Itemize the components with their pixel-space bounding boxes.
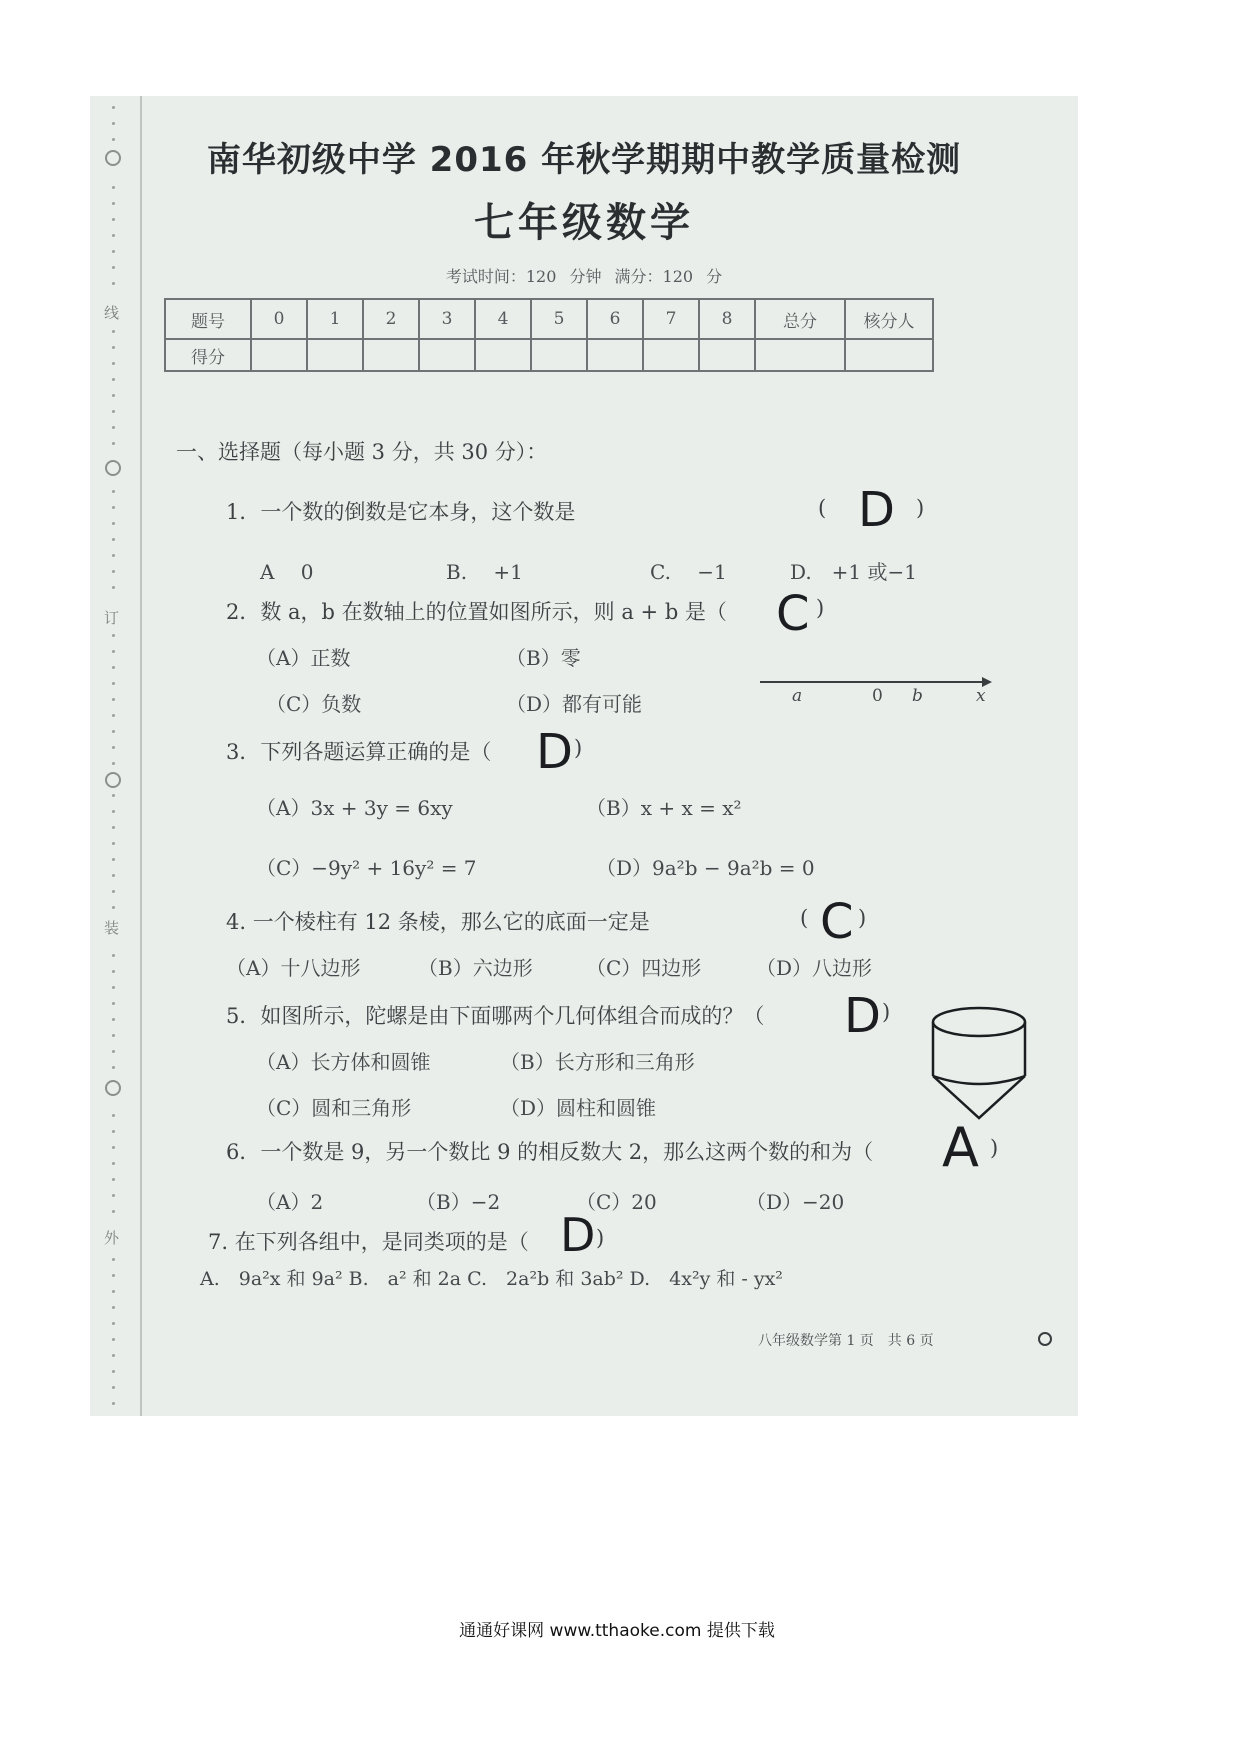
score-table-cell: 7 [643,299,699,339]
score-cell[interactable] [363,339,419,371]
question-5-paren-close: ) [882,1000,891,1024]
score-table-cell: 2 [363,299,419,339]
question-3-option: （B）x + x = x² [586,796,742,820]
question-1-option: D. +1 或−1 [790,560,918,584]
binding-dot [112,1002,115,1005]
cone-outline [933,1076,1025,1118]
corner-circle-mark [1038,1332,1052,1346]
spinning-top-figure [924,1000,1034,1124]
binding-dot [112,906,115,909]
binding-dot [112,826,115,829]
binding-dot [112,426,115,429]
score-cell[interactable] [643,339,699,371]
score-table [164,298,934,372]
question-1-paren-close: ) [916,496,925,520]
question-2-option: （B）零 [506,646,581,670]
question-1-option: A 0 [260,560,314,584]
binding-circle [105,1080,121,1096]
binding-dot [112,746,115,749]
question-2-option: （A）正数 [256,646,351,670]
question-7-options: A. 9a²x 和 9a² B. a² 和 2a C. 2a²b 和 3ab² D. 4x²y 和 - yx² [200,1268,783,1290]
binding-dot [112,1114,115,1117]
score-table-score-row [165,339,933,371]
question-5-option: （B）长方形和三角形 [500,1050,695,1074]
question-4-stem: 4. 一个棱柱有 12 条棱，那么它的底面一定是 [226,910,650,934]
question-2-option: （D）都有可能 [506,692,643,716]
binding-dot [112,410,115,413]
binding-dot [112,122,115,125]
question-4-option: （C）四边形 [586,956,702,980]
binding-dot [112,666,115,669]
binding-char: 外 [104,1229,120,1247]
binding-dot [112,986,115,989]
number-line-label-0: 0 [872,686,883,706]
score-table-cell: 1 [307,299,363,339]
score-cell[interactable] [587,339,643,371]
question-1-paren-open: ( [818,496,827,520]
binding-dot [112,858,115,861]
score-cell[interactable] [699,339,755,371]
cylinder-top-ellipse [933,1008,1025,1036]
binding-dot [112,1402,115,1405]
question-4-option: （D）八边形 [756,956,873,980]
binding-dot [112,442,115,445]
binding-dot [112,522,115,525]
question-2-stem: 2．数 a，b 在数轴上的位置如图所示，则 a + b 是（ [226,600,727,624]
question-1-option: C. −1 [650,560,727,584]
binding-dot [112,842,115,845]
binding-dot [112,1258,115,1261]
binding-dot [112,506,115,509]
number-line-label-b: b [912,686,923,706]
binding-dot [112,874,115,877]
binding-dot [112,570,115,573]
binding-dot [112,1386,115,1389]
binding-char: 订 [104,609,120,627]
cylinder-bottom-curve [933,1076,1025,1084]
question-5-option: （C）圆和三角形 [256,1096,412,1120]
question-6-option: （D）−20 [746,1190,845,1214]
binding-dot [112,186,115,189]
score-table-cell: 6 [587,299,643,339]
binding-circle [105,772,121,788]
score-table-cell: 0 [251,299,307,339]
score-cell[interactable] [419,339,475,371]
exam-info: 考试时间：120 分钟 满分：120 分 [445,267,723,286]
binding-dot [112,762,115,765]
binding-dot [112,714,115,717]
question-4-paren-close: ) [858,906,867,930]
section-heading: 一、选择题（每小题 3 分，共 30 分）： [176,440,548,464]
binding-dot [112,1338,115,1341]
question-4-paren-open: ( [800,906,809,930]
binding-dot [112,1306,115,1309]
binding-char: 装 [104,919,120,937]
exam-subtitle: 七年级数学 [474,200,694,246]
question-6-answer: A [942,1116,979,1179]
binding-dot [112,346,115,349]
question-6-stem: 6．一个数是 9，另一个数比 9 的相反数大 2，那么这两个数的和为（ [226,1140,874,1164]
score-table-cell: 3 [419,299,475,339]
binding-margin [90,96,142,1416]
question-2-paren-close: ) [816,596,825,620]
number-line-label-x: x [976,686,986,706]
binding-dot [112,1194,115,1197]
question-3-paren-close: ) [574,736,583,760]
question-3-option: （A）3x + 3y = 6xy [256,796,453,820]
page-number-footer: 八年级数学第 1 页 共 6 页 [758,1333,934,1349]
binding-dot [112,1034,115,1037]
question-1-stem: 1．一个数的倒数是它本身，这个数是 [226,500,576,524]
binding-dot [112,378,115,381]
question-6-option: （B）−2 [416,1190,501,1214]
binding-dot [112,970,115,973]
question-1-answer: D [858,482,895,538]
binding-dot [112,682,115,685]
question-3-option: （D）9a²b − 9a²b = 0 [596,856,815,880]
question-6-option: （A）2 [256,1190,324,1214]
binding-dot [112,1354,115,1357]
binding-dot [112,106,115,109]
exam-paper-photo [90,96,1078,1416]
exam-title: 南华初级中学 2016 年秋学期期中教学质量检测 [206,140,962,180]
score-cell[interactable] [251,339,307,371]
binding-dot [112,794,115,797]
binding-dot [112,810,115,813]
binding-dot [112,1290,115,1293]
score-table-cell: 4 [475,299,531,339]
score-table-cell: 题号 [165,299,251,339]
binding-dot [112,1274,115,1277]
binding-circle [105,460,121,476]
binding-dot [112,586,115,589]
question-3-option: （C）−9y² + 16y² = 7 [256,856,477,880]
score-row-label: 得分 [165,339,251,371]
question-3-stem: 3．下列各题运算正确的是（ [226,740,492,764]
number-line-label-a: a [792,686,803,706]
binding-dot [112,490,115,493]
binding-dot [112,554,115,557]
question-5-option: （A）长方体和圆锥 [256,1050,431,1074]
binding-dot [112,1018,115,1021]
download-footer: 通通好课网 www.tthaoke.com 提供下载 [459,1621,775,1641]
score-cell[interactable] [307,339,363,371]
binding-dot [112,698,115,701]
binding-dot [112,634,115,637]
score-table-header-row [165,299,933,339]
binding-dot [112,1066,115,1069]
question-7-stem: 7. 在下列各组中，是同类项的是（ [208,1230,529,1254]
binding-dot [112,1322,115,1325]
score-cell[interactable] [475,339,531,371]
question-4-answer: C [820,894,854,950]
binding-dot [112,538,115,541]
score-cell[interactable] [845,339,933,371]
score-table-cell: 核分人 [845,299,933,339]
binding-dot [112,1210,115,1213]
score-table-cell: 8 [699,299,755,339]
question-7-answer: D [560,1208,596,1262]
question-4-option: （B）六边形 [418,956,533,980]
question-2-answer: C [776,586,810,642]
binding-dot [112,1146,115,1149]
question-5-answer: D [844,988,881,1044]
score-table-cell: 5 [531,299,587,339]
question-6-option: （C）20 [576,1190,657,1214]
question-1-option: B. +1 [446,560,523,584]
binding-dot [112,250,115,253]
binding-dot [112,730,115,733]
binding-dot [112,954,115,957]
question-2-option: （C）负数 [266,692,362,716]
binding-dot [112,1130,115,1133]
binding-char: 线 [104,304,120,322]
score-cell[interactable] [531,339,587,371]
question-5-stem: 5．如图所示，陀螺是由下面哪两个几何体组合而成的？（ [226,1004,765,1028]
question-4-option: （A）十八边形 [226,956,361,980]
binding-dot [112,1050,115,1053]
question-5-option: （D）圆柱和圆锥 [500,1096,657,1120]
binding-dot [112,650,115,653]
binding-dot [112,890,115,893]
question-3-answer: D [536,724,573,780]
binding-dot [112,330,115,333]
binding-dot [112,1178,115,1181]
question-6-paren-close: ) [990,1136,999,1160]
binding-dot [112,1162,115,1165]
question-7-paren-close: ) [596,1226,605,1250]
score-cell[interactable] [755,339,845,371]
score-table-cell: 总分 [755,299,845,339]
binding-dot [112,394,115,397]
binding-dot [112,1370,115,1373]
binding-dot [112,362,115,365]
